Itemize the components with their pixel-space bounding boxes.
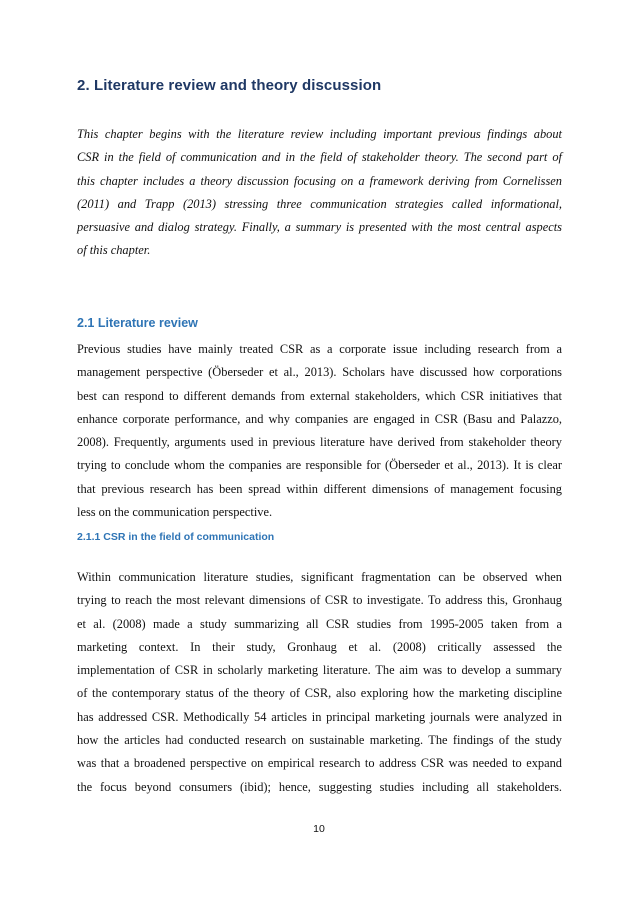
body-line: implementation of CSR in scholarly marketing literature. The aim was to develop a summary	[77, 663, 562, 678]
intro-line: persuasive and dialog strategy. Finally, a summary is presented with the most central aspects	[77, 220, 562, 235]
body-line: trying to reach the most relevant dimensions of CSR to investigate. To address this, Gronhaug	[77, 593, 562, 608]
body-line: of the contemporary status of the theory of CSR, also exploring how the marketing discipline	[77, 686, 562, 701]
section-heading: 2.1 Literature review	[77, 316, 198, 330]
body-line: best can respond to different demands from external stakeholders, which CSR initiatives that	[77, 388, 562, 403]
communication-paragraph	[77, 566, 562, 799]
body-line: that previous research has been spread within different dimensions of management focusing	[77, 481, 562, 496]
body-line: was that a broadened perspective on empirical research to address CSR was needed to expand	[77, 756, 562, 771]
body-line: et al. (2008) made a study summarizing all CSR studies from 1995-2005 taken from a	[77, 616, 562, 631]
body-line: enhance corporate performance, and why companies are engaged in CSR (Basu and Palazzo,	[77, 411, 562, 426]
intro-line: of this chapter.	[77, 243, 151, 258]
intro-line: This chapter begins with the literature review including important previous findings about	[77, 127, 562, 141]
subsection-heading: 2.1.1 CSR in the field of communication	[77, 531, 275, 543]
body-line: marketing context. In their study, Gronhaug et al. (2008) critically assessed the	[77, 639, 562, 654]
body-line: management perspective (Öberseder et al., 2013). Scholars have discussed how corporations	[77, 365, 562, 380]
page-number: 10	[313, 823, 325, 835]
chapter-heading: 2. Literature review and theory discussion	[77, 77, 382, 94]
intro-line: this chapter includes a theory discussion focusing on a framework deriving from Cornelissen	[77, 173, 562, 188]
body-line: has addressed CSR. Methodically 54 articles in principal marketing journals were analyzed in	[77, 709, 562, 724]
body-line: Previous studies have mainly treated CSR as a corporate issue including research from a	[77, 342, 562, 356]
intro-line: (2011) and Trapp (2013) stressing three communication strategies called informational,	[77, 196, 562, 211]
body-line: the focus beyond consumers (ibid); hence, suggesting studies including all stakeholders.	[77, 779, 562, 794]
literature-review-paragraph	[77, 338, 562, 524]
body-line: trying to conclude whom the companies are responsible for (Öberseder et al., 2013). It is clear	[77, 458, 562, 473]
intro-line: CSR in the field of communication and in the field of stakeholder theory. The second part of	[77, 150, 562, 165]
body-line: 2008). Frequently, arguments used in previous literature have derived from stakeholder theory	[77, 435, 562, 450]
body-line: how the articles had conducted research on sustainable marketing. The findings of the study	[77, 733, 562, 748]
body-line: Within communication literature studies, significant fragmentation can be observed when	[77, 570, 562, 584]
body-line: less on the communication perspective.	[77, 505, 273, 520]
chapter-intro-paragraph	[77, 123, 562, 263]
